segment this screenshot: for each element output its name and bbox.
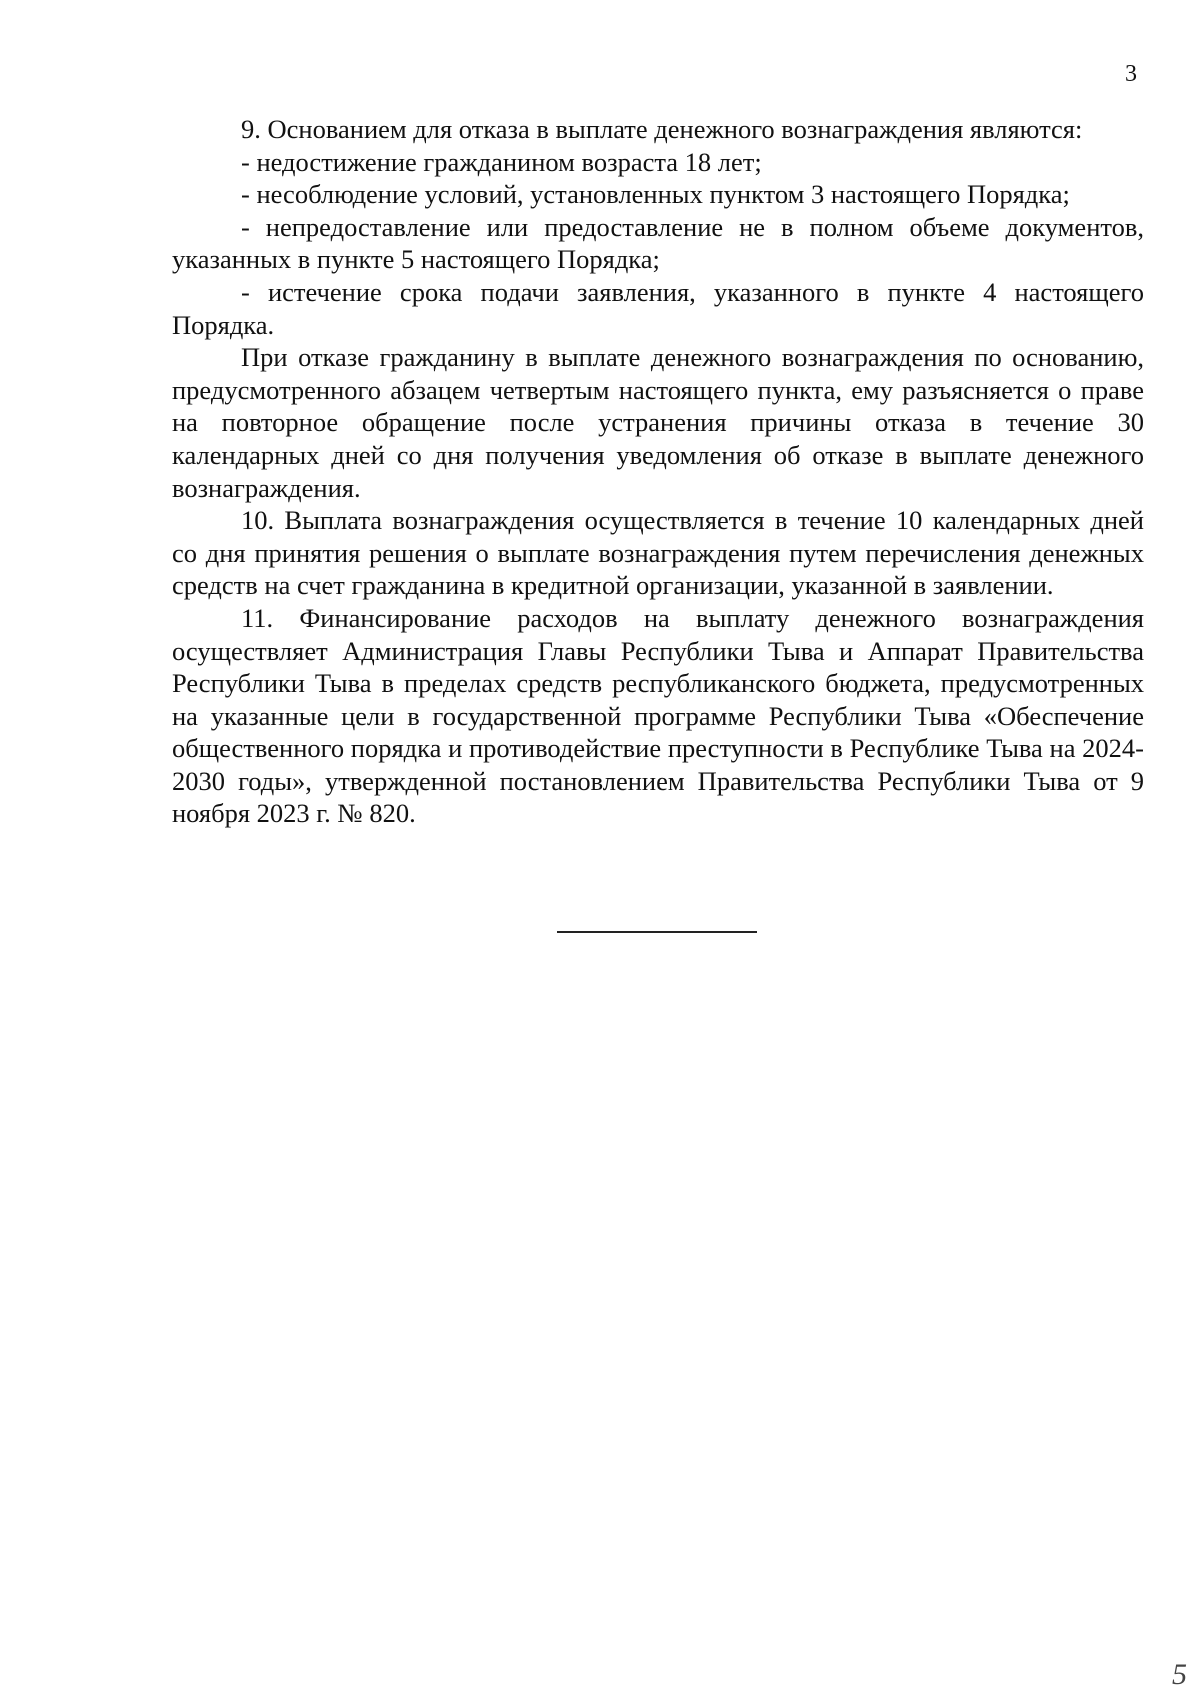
paragraph-ground-age: - недостижение гражданином возраста 18 лет; xyxy=(241,146,762,177)
paragraph-ground-conditions: - несоблюдение условий, установленных пунктом 3 настоящего Порядка; xyxy=(241,179,1070,210)
document-body xyxy=(172,113,1144,830)
closing-rule xyxy=(557,931,757,933)
corner-handwritten-mark: 5 xyxy=(1172,1658,1187,1691)
paragraph-financing: 11. Финансирование расходов на выплату денежного вознаграждения осуществляет Администрация Главы Республики Тыва и Аппарат Правительства Республики Тыва в пределах средств республиканского бюджета, предусмотренных на указанные цели в государственной программе Республики Тыва «Обеспечение общественного порядка и противодействие преступности в Республике Тыва на 2024-2030 годы», утвержденной постановлением Правительства Республики Тыва от 9 ноября 2023 г. № 820. xyxy=(172,602,1144,829)
paragraph-refusal-explanation: При отказе гражданину в выплате денежного вознаграждения по основанию, предусмотренного абзацем четвертым настоящего пункта, ему разъясняется о праве на повторное обращение после устранения причины отказа в течение 30 календарных дней со дня получения уведомления об отказе в выплате денежного вознаграждения. xyxy=(172,342,1144,503)
paragraph-ground-documents: - непредоставление или предоставление не в полном объеме документов, указанных в пункте 5 настоящего Порядка; xyxy=(172,211,1144,275)
paragraph-payment: 10. Выплата вознаграждения осуществляется в течение 10 календарных дней со дня принятия решения о выплате вознаграждения путем перечисления денежных средств на счет гражданина в кредитной организации, указанной в заявлении. xyxy=(172,505,1144,601)
page-number: 3 xyxy=(1125,61,1137,87)
paragraph-ground-deadline: - истечение срока подачи заявления, указанного в пункте 4 настоящего Порядка. xyxy=(172,276,1144,340)
paragraph-refusal-grounds: 9. Основанием для отказа в выплате денежного вознаграждения являются: xyxy=(241,114,1083,144)
